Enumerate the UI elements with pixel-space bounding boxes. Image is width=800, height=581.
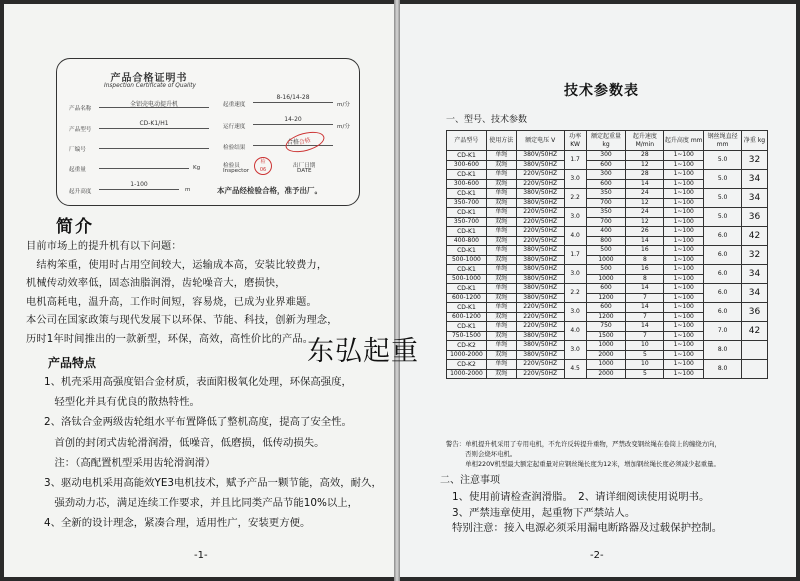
- notes-heading: 二、注意事项: [440, 475, 500, 486]
- method-cell: 双绳: [486, 217, 516, 227]
- speed-cell: 12: [626, 198, 664, 208]
- spec-table-body: [447, 151, 768, 379]
- table-row: [447, 341, 768, 351]
- power-cell: 4.0: [564, 227, 586, 246]
- lift-weight-unit: Kg: [193, 165, 201, 171]
- method-cell: 单绳: [486, 341, 516, 351]
- table-row: [447, 189, 768, 199]
- height-cell: 1~100: [664, 331, 704, 341]
- power-cell: 3.0: [564, 265, 586, 284]
- table-row: [447, 303, 768, 313]
- model-cell: CD-K1: [447, 284, 487, 294]
- speed-cell: 12: [626, 160, 664, 170]
- column-header: 使用方法: [486, 131, 516, 151]
- method-cell: 双绳: [486, 236, 516, 246]
- power-cell: 2.2: [564, 189, 586, 208]
- qualified-stamp-icon: 合格: [283, 128, 326, 156]
- capacity-cell: 350: [586, 208, 626, 218]
- table-row: [447, 265, 768, 275]
- model-cell: 600-1200: [447, 312, 487, 322]
- model-cell: CD-K1: [447, 322, 487, 332]
- rope-diameter-cell: 5.0: [704, 189, 742, 208]
- net-weight-cell: 32: [742, 246, 768, 265]
- model-cell: 1000-2000: [447, 369, 487, 379]
- inspector-label: 检验员: [223, 163, 240, 169]
- lift-height-label: 起升高度: [69, 189, 92, 195]
- method-cell: 双绳: [486, 350, 516, 360]
- speed-cell: 28: [626, 151, 664, 161]
- rope-diameter-cell: 5.0: [704, 208, 742, 227]
- voltage-cell: 380V/50HZ: [516, 331, 564, 341]
- voltage-cell: 220V/50HZ: [516, 227, 564, 237]
- voltage-cell: 220V/50HZ: [516, 322, 564, 332]
- speed-cell: 8: [626, 255, 664, 265]
- feature-line: 强劲动力芯，满足连续工作要求，并且比同类产品节能10%以上，: [44, 497, 359, 510]
- height-cell: 1~100: [664, 312, 704, 322]
- voltage-cell: 380V/50HZ: [516, 265, 564, 275]
- capacity-cell: 700: [586, 198, 626, 208]
- feature-line: 注：（高配置机型采用齿轮滑润滑）: [44, 456, 216, 469]
- model-cell: CD-K2: [447, 341, 487, 351]
- height-cell: 1~100: [664, 246, 704, 256]
- method-cell: 双绳: [486, 331, 516, 341]
- warning-text: [446, 439, 786, 469]
- model-cell: 500-1000: [447, 255, 487, 265]
- method-cell: 单绳: [486, 151, 516, 161]
- date-sub: DATE: [297, 168, 312, 174]
- voltage-cell: 380V/50HZ: [516, 151, 564, 161]
- warning-line: 警告：单机提升机采用了专用电机，不允许反转提升重物，严禁改变钢丝绳在卷筒上的缠绕方向，: [446, 440, 721, 448]
- power-cell: 1.7: [564, 151, 586, 170]
- method-cell: 单绳: [486, 170, 516, 180]
- product-name-value: 全铝壳电动提升机: [99, 99, 209, 108]
- power-cell: 4.0: [564, 322, 586, 341]
- feature-line: 轻型化并具有优良的散热特性。: [44, 396, 200, 409]
- model-cell: CD-K1: [447, 189, 487, 199]
- page-number-right: -2-: [590, 550, 604, 561]
- rope-diameter-cell: 6.0: [704, 303, 742, 322]
- method-cell: 双绳: [486, 369, 516, 379]
- spec-section-heading: 一、型号、技术参数: [446, 115, 528, 125]
- table-row: [447, 170, 768, 180]
- height-cell: 1~100: [664, 208, 704, 218]
- method-cell: 双绳: [486, 293, 516, 303]
- capacity-cell: 600: [586, 284, 626, 294]
- factory-no-label: 厂编号: [69, 147, 86, 153]
- capacity-cell: 300: [586, 170, 626, 180]
- certificate-footer: 本产品经检验合格，准予出厂。: [217, 186, 322, 195]
- model-cell: 350-700: [447, 217, 487, 227]
- height-cell: 1~100: [664, 350, 704, 360]
- watermark: 东弘起重: [307, 336, 419, 367]
- method-cell: 双绳: [486, 179, 516, 189]
- lift-weight-value: [99, 160, 189, 169]
- certificate-subtitle: Inspection Certificate of Quality: [104, 83, 196, 89]
- model-cell: CD-K1: [447, 227, 487, 237]
- model-cell: CD-K1: [447, 170, 487, 180]
- height-cell: 1~100: [664, 189, 704, 199]
- voltage-cell: 220V/50HZ: [516, 217, 564, 227]
- spec-title: 技术参数表: [564, 83, 639, 99]
- rope-diameter-cell: 8.0: [704, 341, 742, 360]
- features-list: [44, 372, 384, 534]
- voltage-cell: 380V/50HZ: [516, 284, 564, 294]
- model-cell: CD-K1: [447, 246, 487, 256]
- capacity-cell: 600: [586, 179, 626, 189]
- speed-cell: 16: [626, 246, 664, 256]
- net-weight-cell: 42: [742, 227, 768, 246]
- rope-diameter-cell: 5.0: [704, 151, 742, 170]
- feature-line: 4、全新的设计理念，紧凑合理，适用性广，安装更方便。: [44, 517, 311, 530]
- note-line: 特别注意：接入电源必须采用漏电断路器及过载保护控制。: [452, 522, 723, 534]
- product-name-label: 产品名称: [69, 106, 92, 112]
- net-weight-cell: 34: [742, 265, 768, 284]
- speed-cell: 14: [626, 236, 664, 246]
- feature-line: 3、驱动电机采用高能效YE3电机技术，赋予产品一颗节能，高效，耐久，: [44, 477, 382, 490]
- speed-cell: 10: [626, 360, 664, 370]
- intro-heading: 简介: [56, 217, 94, 237]
- power-cell: 3.0: [564, 170, 586, 189]
- capacity-cell: 1000: [586, 360, 626, 370]
- page-number-left: -1-: [194, 550, 208, 561]
- voltage-cell: 220V/50HZ: [516, 170, 564, 180]
- capacity-cell: 600: [586, 303, 626, 313]
- height-cell: 1~100: [664, 322, 704, 332]
- power-cell: 2.2: [564, 284, 586, 303]
- column-header: 产品型号: [447, 131, 487, 151]
- capacity-cell: 700: [586, 217, 626, 227]
- table-row: [447, 360, 768, 370]
- column-header: 功率 KW: [564, 131, 586, 151]
- intro-line: 结构笨重，使用时占用空间较大，运输成本高，安装比较费力，: [26, 259, 328, 271]
- inspector-stamp-number: 06: [259, 167, 267, 173]
- voltage-cell: 220V/50HZ: [516, 360, 564, 370]
- height-cell: 1~100: [664, 170, 704, 180]
- voltage-cell: 380V/50HZ: [516, 293, 564, 303]
- lift-speed-value: 8-16/14-28: [253, 94, 333, 103]
- capacity-cell: 500: [586, 265, 626, 275]
- check-result-value: 合格: [253, 137, 333, 146]
- table-row: [447, 284, 768, 294]
- spec-header-row: [447, 131, 768, 151]
- product-model-value: CD-K1/H1: [99, 120, 209, 129]
- rope-diameter-cell: 6.0: [704, 227, 742, 246]
- warning-line: 否则会烧坏电机。: [446, 450, 517, 458]
- height-cell: 1~100: [664, 227, 704, 237]
- rope-diameter-cell: 6.0: [704, 284, 742, 303]
- voltage-cell: 380V/50HZ: [516, 246, 564, 256]
- table-row: [447, 322, 768, 332]
- rope-diameter-cell: 7.0: [704, 322, 742, 341]
- net-weight-cell: [742, 341, 768, 360]
- feature-line: 首创的封闭式齿轮滑润滑，低噪音，低磨损，低传动损失。: [44, 436, 325, 449]
- method-cell: 单绳: [486, 303, 516, 313]
- method-cell: 单绳: [486, 284, 516, 294]
- model-cell: 350-700: [447, 198, 487, 208]
- speed-cell: 10: [626, 341, 664, 351]
- speed-cell: 24: [626, 189, 664, 199]
- net-weight-cell: 42: [742, 322, 768, 341]
- capacity-cell: 750: [586, 322, 626, 332]
- rope-diameter-cell: 6.0: [704, 246, 742, 265]
- method-cell: 单绳: [486, 227, 516, 237]
- method-cell: 单绳: [486, 189, 516, 199]
- column-header: 钢丝绳直径 mm: [704, 131, 742, 151]
- speed-cell: 8: [626, 274, 664, 284]
- height-cell: 1~100: [664, 360, 704, 370]
- inspector-stamp-text: 检: [260, 159, 266, 165]
- page-left: [4, 4, 394, 577]
- model-cell: CD-K1: [447, 151, 487, 161]
- feature-line: 1、机壳采用高强度铝合金材质，表面阳极氧化处理，环保高强度，: [44, 376, 352, 388]
- model-cell: 300-600: [447, 160, 487, 170]
- lift-speed-unit: m/分: [337, 102, 350, 108]
- column-header: 起升高度 mm: [664, 131, 704, 151]
- intro-line: 历时1年时间推出的一款新型，环保，高效，高性价比的产品。: [26, 333, 314, 345]
- capacity-cell: 2000: [586, 350, 626, 360]
- page-right: [400, 4, 796, 577]
- voltage-cell: 220V/50HZ: [516, 208, 564, 218]
- model-cell: 300-600: [447, 179, 487, 189]
- model-cell: CD-K2: [447, 360, 487, 370]
- run-speed-unit: m/分: [337, 124, 350, 130]
- method-cell: 单绳: [486, 265, 516, 275]
- voltage-cell: 380V/50HZ: [516, 255, 564, 265]
- net-weight-cell: 34: [742, 170, 768, 189]
- height-cell: 1~100: [664, 151, 704, 161]
- lift-height-value: 1-100: [99, 181, 179, 190]
- capacity-cell: 500: [586, 246, 626, 256]
- height-cell: 1~100: [664, 179, 704, 189]
- lift-speed-label: 起重速度: [223, 102, 246, 108]
- method-cell: 单绳: [486, 246, 516, 256]
- inspector-stamp-icon: [254, 157, 272, 175]
- speed-cell: 5: [626, 350, 664, 360]
- capacity-cell: 1200: [586, 312, 626, 322]
- notes-list: [452, 490, 782, 537]
- height-cell: 1~100: [664, 284, 704, 294]
- intro-line: 机械传动效率低，固态油脂润滑，齿轮噪音大，磨损快，: [26, 278, 286, 290]
- height-cell: 1~100: [664, 341, 704, 351]
- capacity-cell: 2000: [586, 369, 626, 379]
- method-cell: 单绳: [486, 360, 516, 370]
- height-cell: 1~100: [664, 293, 704, 303]
- method-cell: 双绳: [486, 312, 516, 322]
- features-heading: 产品特点: [48, 356, 97, 370]
- column-header: 额定电压 V: [516, 131, 564, 151]
- lift-weight-label: 起重量: [69, 167, 86, 173]
- date-label: 出厂日期: [293, 163, 316, 169]
- method-cell: 双绳: [486, 160, 516, 170]
- capacity-cell: 1000: [586, 255, 626, 265]
- speed-cell: 24: [626, 208, 664, 218]
- model-cell: 1000-2000: [447, 350, 487, 360]
- rope-diameter-cell: 8.0: [704, 360, 742, 379]
- speed-cell: 26: [626, 227, 664, 237]
- capacity-cell: 800: [586, 236, 626, 246]
- column-header: 起升速度 M/min: [626, 131, 664, 151]
- speed-cell: 5: [626, 369, 664, 379]
- voltage-cell: 220V/50HZ: [516, 236, 564, 246]
- capacity-cell: 300: [586, 151, 626, 161]
- column-header: 净重 kg: [742, 131, 768, 151]
- height-cell: 1~100: [664, 198, 704, 208]
- net-weight-cell: 36: [742, 208, 768, 227]
- speed-cell: 14: [626, 179, 664, 189]
- speed-cell: 12: [626, 217, 664, 227]
- check-result-label: 检验结果: [223, 145, 246, 151]
- capacity-cell: 600: [586, 160, 626, 170]
- speed-cell: 14: [626, 284, 664, 294]
- net-weight-cell: [742, 360, 768, 379]
- method-cell: 双绳: [486, 274, 516, 284]
- feature-line: 2、洛钛合金两级齿轮组水平布置降低了整机高度，提高了安全性。: [44, 416, 352, 429]
- method-cell: 单绳: [486, 208, 516, 218]
- voltage-cell: 220V/50HZ: [516, 312, 564, 322]
- voltage-cell: 220V/50HZ: [516, 369, 564, 379]
- height-cell: 1~100: [664, 274, 704, 284]
- capacity-cell: 1500: [586, 331, 626, 341]
- intro-line: 本公司在国家政策与现代发展下以环保、节能、科技，创新为理念，: [26, 315, 338, 327]
- speed-cell: 7: [626, 331, 664, 341]
- height-cell: 1~100: [664, 265, 704, 275]
- power-cell: 3.0: [564, 341, 586, 360]
- table-row: [447, 151, 768, 161]
- height-cell: 1~100: [664, 303, 704, 313]
- power-cell: 3.0: [564, 208, 586, 227]
- height-cell: 1~100: [664, 217, 704, 227]
- speed-cell: 7: [626, 293, 664, 303]
- height-cell: 1~100: [664, 369, 704, 379]
- speed-cell: 28: [626, 170, 664, 180]
- rope-diameter-cell: 6.0: [704, 265, 742, 284]
- model-cell: 500-1000: [447, 274, 487, 284]
- factory-no-value: [99, 140, 209, 149]
- net-weight-cell: 32: [742, 151, 768, 170]
- speed-cell: 7: [626, 312, 664, 322]
- capacity-cell: 350: [586, 189, 626, 199]
- run-speed-label: 运行速度: [223, 124, 246, 130]
- inspector-sub: Inspector: [223, 168, 250, 174]
- power-cell: 4.5: [564, 360, 586, 379]
- net-weight-cell: 36: [742, 303, 768, 322]
- method-cell: 单绳: [486, 322, 516, 332]
- table-row: [447, 246, 768, 256]
- model-cell: 750-1500: [447, 331, 487, 341]
- capacity-cell: 1000: [586, 274, 626, 284]
- model-cell: 600-1200: [447, 293, 487, 303]
- run-speed-value: 14-20: [253, 116, 333, 125]
- voltage-cell: 380V/50HZ: [516, 350, 564, 360]
- table-row: [447, 227, 768, 237]
- rope-diameter-cell: 5.0: [704, 170, 742, 189]
- product-model-label: 产品型号: [69, 127, 92, 133]
- quality-certificate: [56, 58, 360, 206]
- capacity-cell: 400: [586, 227, 626, 237]
- model-cell: 400-800: [447, 236, 487, 246]
- intro-line: 电机高耗电，温升高，工作时间短，容易烧，已成为业界难题。: [26, 296, 317, 308]
- capacity-cell: 1200: [586, 293, 626, 303]
- voltage-cell: 380V/50HZ: [516, 160, 564, 170]
- voltage-cell: 380V/50HZ: [516, 274, 564, 284]
- spec-table: [446, 130, 768, 379]
- lift-height-unit: m: [185, 187, 191, 193]
- voltage-cell: 220V/50HZ: [516, 179, 564, 189]
- method-cell: 双绳: [486, 198, 516, 208]
- net-weight-cell: 34: [742, 284, 768, 303]
- height-cell: 1~100: [664, 255, 704, 265]
- voltage-cell: 220V/50HZ: [516, 303, 564, 313]
- net-weight-cell: 34: [742, 189, 768, 208]
- model-cell: CD-K1: [447, 265, 487, 275]
- table-row: [447, 208, 768, 218]
- voltage-cell: 380V/50HZ: [516, 341, 564, 351]
- power-cell: 3.0: [564, 303, 586, 322]
- method-cell: 双绳: [486, 255, 516, 265]
- voltage-cell: 380V/50HZ: [516, 189, 564, 199]
- intro-line: 目前市场上的提升机有以下问题：: [26, 241, 182, 252]
- column-header: 额定起重量 kg: [586, 131, 626, 151]
- power-cell: 1.7: [564, 246, 586, 265]
- voltage-cell: 380V/50HZ: [516, 198, 564, 208]
- note-line: 1、使用前请检查润滑脂。 2、请详细阅读使用说明书。: [452, 491, 710, 503]
- height-cell: 1~100: [664, 160, 704, 170]
- speed-cell: 14: [626, 303, 664, 313]
- speed-cell: 16: [626, 265, 664, 275]
- speed-cell: 14: [626, 322, 664, 332]
- capacity-cell: 1000: [586, 341, 626, 351]
- certificate-title: 产品合格证明书: [110, 73, 188, 84]
- model-cell: CD-K1: [447, 303, 487, 313]
- warning-line: 单相220V机型最大额定起重量对应钢丝绳长度为12米，增加钢丝绳长度必须减少起重量。: [446, 460, 720, 468]
- note-line: 3、严禁违章使用，起重物下严禁站人。: [452, 506, 636, 519]
- model-cell: CD-K1: [447, 208, 487, 218]
- height-cell: 1~100: [664, 236, 704, 246]
